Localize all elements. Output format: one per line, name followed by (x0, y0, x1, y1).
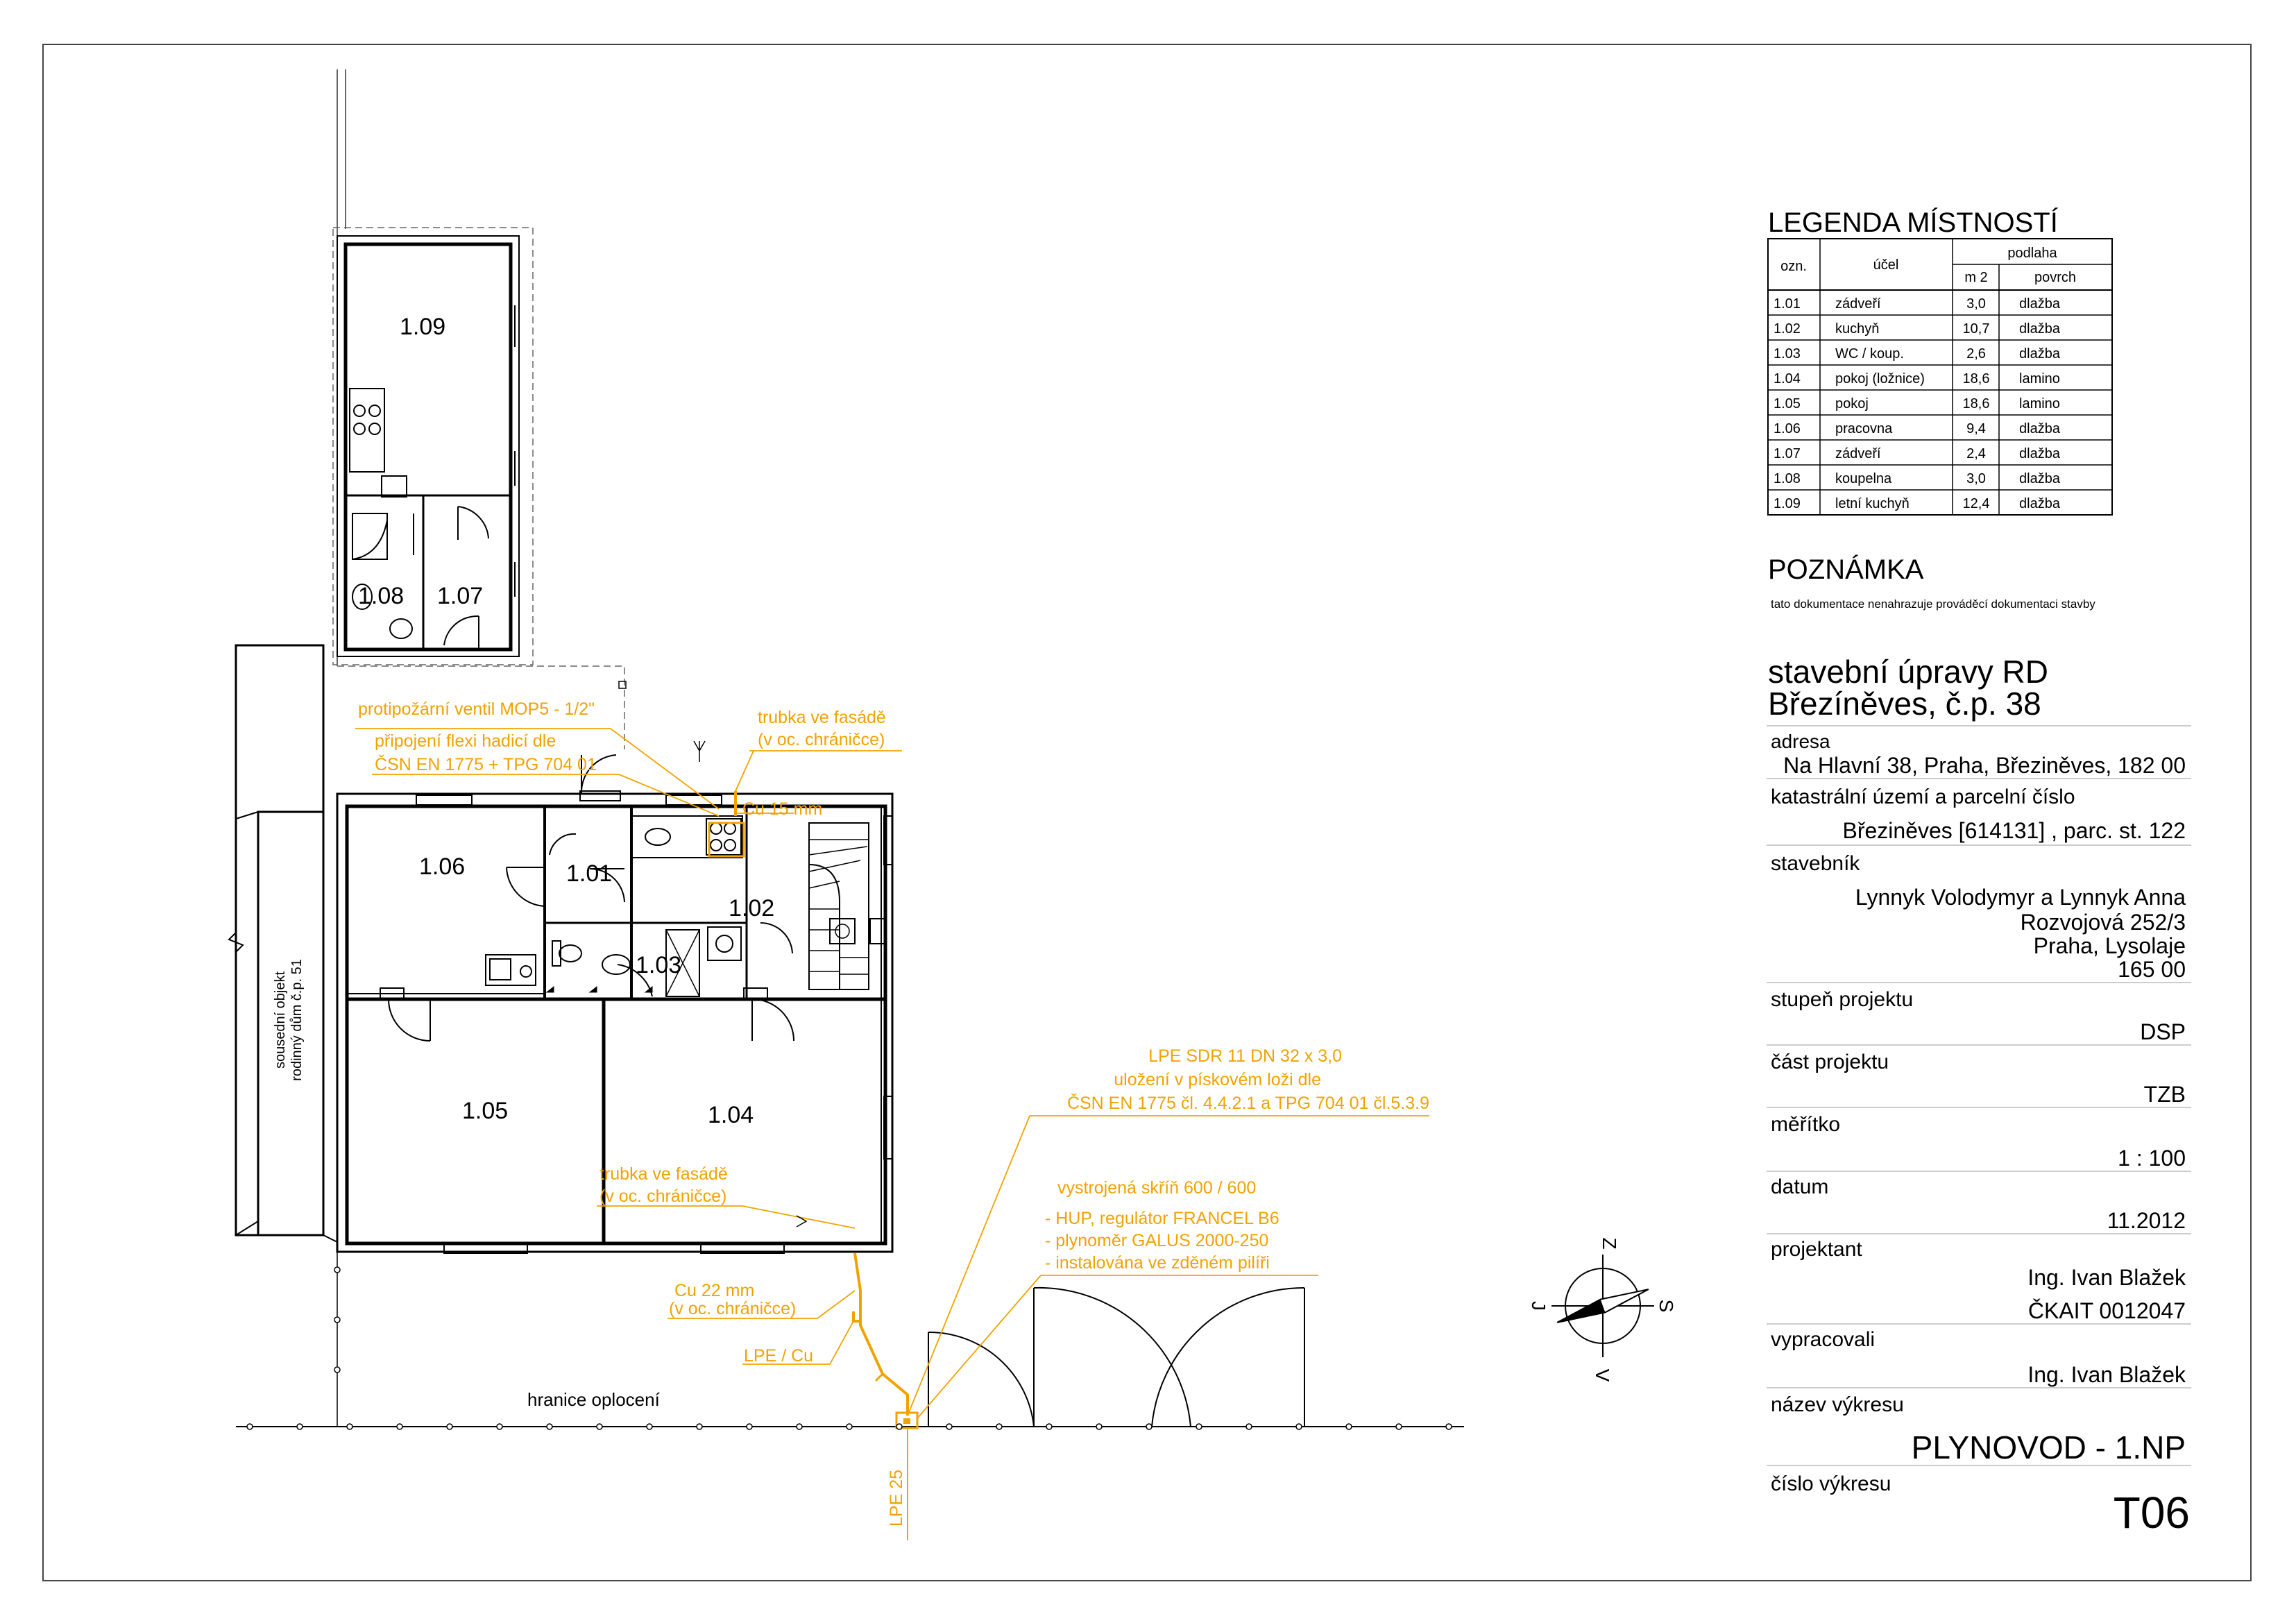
valve-note: protipožární ventil MOP5 - 1/2" (358, 699, 595, 719)
note-text: tato dokumentace nenahrazuje prováděcí dokumentaci stavby (1771, 597, 2095, 611)
legend-surface: dlažba (2019, 496, 2060, 511)
legend-surface: lamino (2019, 396, 2060, 411)
legend-surface: dlažba (2019, 321, 2060, 337)
room-1-05: 1.05 (462, 1098, 509, 1124)
compass-west: J (1528, 1301, 1549, 1311)
cabinet-note-2: - HUP, regulátor FRANCEL B6 (1045, 1209, 1279, 1228)
legend-area: 9,4 (1966, 421, 1986, 436)
compass-rose-icon (1528, 1237, 1677, 1382)
room-1-02: 1.02 (729, 895, 775, 921)
designer-value: Ing. Ivan Blažek (2027, 1265, 2186, 1290)
legend-area: 18,6 (1962, 396, 1990, 411)
fence-post (334, 1317, 340, 1323)
legend-code: 1.08 (1774, 471, 1801, 486)
fence-post (297, 1424, 303, 1429)
fence-post (797, 1424, 802, 1429)
gas-annotations (358, 699, 1429, 1527)
cabinet-note-3: - plynoměr GALUS 2000-250 (1045, 1231, 1269, 1250)
address-label: adresa (1771, 731, 1830, 752)
investor-label: stavebník (1771, 852, 1860, 875)
legend-purpose: pracovna (1835, 421, 1893, 436)
fence-post (347, 1424, 352, 1429)
legend-code: 1.06 (1774, 421, 1801, 436)
cadastre-value: Březiněves [614131] , parc. st. 122 (1842, 818, 2186, 843)
designer-label: projektant (1771, 1238, 1862, 1261)
legend-purpose: pokoj (1835, 396, 1869, 411)
legend-area: 2,4 (1966, 446, 1986, 461)
legend-purpose: zádveří (1835, 446, 1881, 461)
lpe-cu-note: LPE / Cu (744, 1346, 814, 1366)
fence-post (747, 1424, 752, 1429)
legend-header-area: m 2 (1964, 270, 1988, 285)
lpe-note-1: LPE SDR 11 DN 32 x 3,0 (1148, 1046, 1342, 1066)
legend-surface: dlažba (2019, 346, 2060, 362)
legend-purpose: pokoj (ložnice) (1835, 371, 1925, 386)
scale-value: 1 : 100 (2118, 1146, 2186, 1171)
fence-post (247, 1424, 253, 1429)
legend-code: 1.07 (1774, 446, 1801, 461)
room-legend (1768, 207, 2112, 515)
compass-east: S (1656, 1299, 1677, 1313)
legend-code: 1.03 (1774, 346, 1801, 362)
neighbor-label-line2: rodinný dům č.p. 51 (289, 959, 305, 1081)
fence-post (1046, 1424, 1052, 1429)
investor-name: Lynnyk Volodymyr a Lynnyk Anna (1855, 885, 2186, 910)
legend-area: 3,0 (1966, 296, 1986, 312)
legend-area: 3,0 (1966, 471, 1986, 486)
lpe-note-3: ČSN EN 1775 čl. 4.4.2.1 a TPG 704 01 čl.5.3.9 (1066, 1094, 1429, 1113)
fence-post (996, 1424, 1002, 1429)
facade-bottom-note-1: trubka ve fasádě (599, 1164, 728, 1184)
stage-label: stupeň projektu (1771, 988, 1914, 1011)
fence-post (1146, 1424, 1152, 1429)
compass-south: V (1592, 1368, 1613, 1382)
facade-bottom-note-2: (v oc. chráničce) (599, 1187, 727, 1206)
legend-purpose: letní kuchyň (1835, 496, 1910, 511)
title-block (1767, 654, 2191, 1538)
investor-street: Rozvojová 252/3 (2020, 910, 2186, 935)
legend-code: 1.05 (1774, 396, 1801, 411)
facade-top-note-1: trubka ve fasádě (758, 708, 886, 727)
fence-post (1246, 1424, 1252, 1429)
fence-post (597, 1424, 602, 1429)
cadastre-label: katastrální území a parcelní číslo (1771, 785, 2075, 808)
fence-post (946, 1424, 952, 1429)
fence-post (1446, 1424, 1452, 1429)
legend-surface: dlažba (2019, 471, 2060, 486)
legend-area: 18,6 (1962, 371, 1990, 386)
legend-code: 1.02 (1774, 321, 1801, 337)
stage-value: DSP (2140, 1019, 2186, 1044)
drawing-name-label: název výkresu (1771, 1393, 1904, 1416)
fence-post (547, 1424, 552, 1429)
fence-post (1196, 1424, 1202, 1429)
room-1-06: 1.06 (419, 853, 466, 880)
project-title-line2: Březíněves, č.p. 38 (1768, 686, 2041, 722)
legend-surface: dlažba (2019, 446, 2060, 461)
fence-post (447, 1424, 452, 1429)
legend-code: 1.09 (1774, 496, 1801, 511)
address-value: Na Hlavní 38, Praha, Březiněves, 182 00 (1783, 753, 2186, 778)
legend-title: LEGENDA MÍSTNOSTÍ (1768, 207, 2058, 238)
room-1-04: 1.04 (708, 1102, 754, 1128)
cu15-note: Cu 15 mm (742, 799, 823, 819)
drawing-number-value: T06 (2113, 1488, 2190, 1538)
legend-header-code: ozn. (1780, 259, 1807, 274)
legend-code: 1.04 (1774, 371, 1801, 386)
drawing-number-label: číslo výkresu (1771, 1472, 1891, 1495)
legend-surface: lamino (2019, 371, 2060, 386)
fence-post (1296, 1424, 1302, 1429)
fence-post (697, 1424, 702, 1429)
cu22-note-1: Cu 22 mm (674, 1281, 755, 1300)
legend-header-surface: povrch (2034, 270, 2077, 285)
legend-purpose: WC / koup. (1835, 346, 1904, 362)
designer-id: ČKAIT 0012047 (2027, 1298, 2186, 1323)
fence-post (647, 1424, 652, 1429)
cu22-note-2: (v oc. chráničce) (669, 1299, 797, 1318)
boundary-label: hranice oplocení (527, 1389, 660, 1410)
room-1-07: 1.07 (437, 583, 484, 609)
room-labels (358, 314, 774, 1128)
fence-post (334, 1267, 340, 1273)
date-label: datum (1771, 1175, 1829, 1198)
sheet-border (43, 44, 2251, 1581)
legend-header-purpose: účel (1873, 257, 1899, 273)
legend-surface: dlažba (2019, 296, 2060, 312)
legend-purpose: koupelna (1835, 471, 1892, 486)
neighbor-building (236, 645, 323, 1235)
fence-post (1396, 1424, 1402, 1429)
legend-surface: dlažba (2019, 421, 2060, 436)
prepared-label: vypracovali (1771, 1328, 1876, 1351)
project-title-line1: stavební úpravy RD (1768, 654, 2048, 690)
neighbor-label-line1: sousední objekt (273, 971, 288, 1069)
room-1-08: 1.08 (358, 583, 405, 609)
legend-header-floor: podlaha (2007, 246, 2057, 261)
room-1-03: 1.03 (636, 952, 682, 978)
fence-post (497, 1424, 502, 1429)
fence-post (896, 1424, 902, 1429)
flex-note-1: připojení flexi hadicí dle (375, 731, 556, 751)
flex-note-2: ČSN EN 1775 + TPG 704 01 (375, 755, 597, 774)
fence-post (397, 1424, 402, 1429)
lpe25-note: LPE 25 (887, 1469, 906, 1527)
fence-post (334, 1367, 340, 1373)
drawing-name-value: PLYNOVOD - 1.NP (1911, 1429, 2186, 1465)
part-label: část projektu (1771, 1051, 1889, 1073)
legend-code: 1.01 (1774, 296, 1801, 312)
lpe-note-2: uložení v pískovém loži dle (1114, 1070, 1321, 1089)
room-1-01: 1.01 (566, 860, 613, 887)
legend-purpose: kuchyň (1835, 321, 1880, 337)
cabinet-note-4: - instalována ve zděném pilíři (1045, 1253, 1270, 1273)
investor-city: Praha, Lysolaje (2033, 933, 2186, 958)
fence-post (847, 1424, 852, 1429)
part-value: TZB (2143, 1082, 2186, 1107)
fence-post (1096, 1424, 1102, 1429)
investor-zip: 165 00 (2118, 957, 2186, 982)
legend-purpose: zádveří (1835, 296, 1881, 312)
facade-top-note-2: (v oc. chráničce) (758, 730, 885, 749)
compass-north: Z (1599, 1237, 1620, 1250)
legend-area: 10,7 (1962, 321, 1990, 337)
legend-area: 2,6 (1966, 346, 1986, 362)
legend-area: 12,4 (1962, 496, 1990, 511)
date-value: 11.2012 (2107, 1208, 2186, 1233)
prepared-value: Ing. Ivan Blažek (2027, 1362, 2186, 1387)
fence-post (1346, 1424, 1352, 1429)
cabinet-note-1: vystrojená skříň 600 / 600 (1057, 1178, 1257, 1198)
scale-label: měřítko (1771, 1113, 1841, 1136)
room-1-09: 1.09 (400, 314, 446, 340)
note-title: POZNÁMKA (1768, 554, 1924, 585)
